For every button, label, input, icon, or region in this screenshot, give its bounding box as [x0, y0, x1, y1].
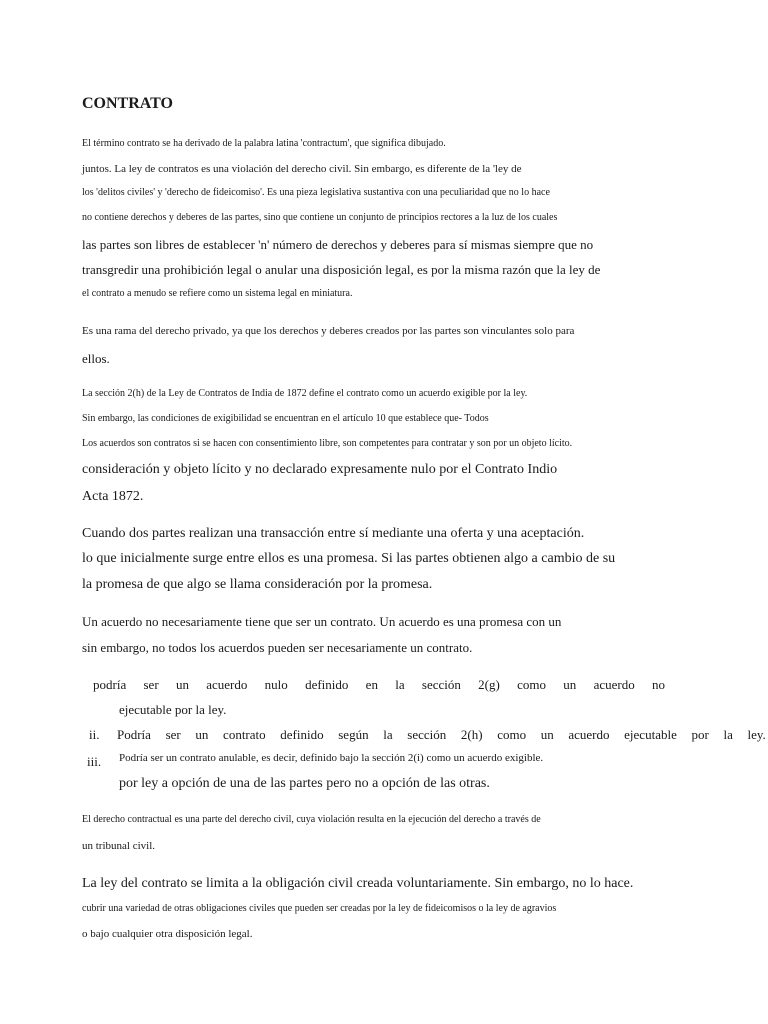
paragraph-6-line-1: El derecho contractual es una parte del derecho civil, cuya violación resulta en la ejecución del derecho a través de: [82, 814, 541, 825]
list-item-1-word: acuerdo: [206, 677, 248, 692]
list-item-2-word: la: [383, 727, 393, 742]
list-item-1-word: sección: [421, 677, 461, 692]
paragraph-3-line-1: La sección 2(h) de la Ley de Contratos de India de 1872 define el contrato como un acuerdo exigible por la ley.: [82, 388, 528, 399]
paragraph-4-line-1: Cuando dos partes realizan una transacción entre sí mediante una oferta y una aceptación.: [82, 526, 585, 541]
list-item-2-word: según: [338, 727, 369, 742]
paragraph-1-line-3: los 'delitos civiles' y 'derecho de fideicomiso'. Es una pieza legislativa sustantiva con una peculiaridad que no lo hace: [82, 187, 550, 198]
list-item-2-word: como: [497, 727, 527, 742]
list-item-1-word: ser: [143, 677, 159, 692]
paragraph-1-line-4: no contiene derechos y deberes de las partes, sino que contiene un conjunto de principios rectores a la luz de los cuales: [82, 212, 558, 223]
list-item-1: [93, 678, 665, 691]
list-item-2: [117, 728, 766, 741]
paragraph-1-line-2: juntos. La ley de contratos es una violación del derecho civil. Sin embargo, es diferente de la 'ley de: [82, 163, 522, 175]
list-item-2-word: definido: [280, 727, 324, 742]
list-item-1-word: un: [563, 677, 577, 692]
list-item-2-word: contrato: [223, 727, 266, 742]
paragraph-4-line-3: la promesa de que algo se llama consideración por la promesa.: [82, 577, 433, 592]
paragraph-2-line-2: ellos.: [82, 351, 110, 366]
list-item-1-word: como: [517, 677, 547, 692]
paragraph-3-line-3: Los acuerdos son contratos si se hacen con consentimiento libre, son competentes para contratar y son por un objeto lícito.: [82, 438, 573, 449]
list-item-3-continuation: por ley a opción de una de las partes pero no a opción de las otras.: [119, 776, 490, 791]
list-item-2-word: por: [691, 727, 709, 742]
paragraph-7-line-2: cubrir una variedad de otras obligaciones civiles que pueden ser creadas por la ley de fideicomisos o la ley de agravios: [82, 903, 557, 914]
list-item-1-word: un: [175, 677, 189, 692]
list-item-2-word: ser: [165, 727, 181, 742]
list-item-2-word: ley.: [747, 727, 766, 742]
list-item-2-word: un: [540, 727, 554, 742]
paragraph-7-line-3: o bajo cualquier otra disposición legal.: [82, 928, 253, 940]
paragraph-3-line-5: Acta 1872.: [82, 489, 144, 504]
list-item-1-word: 2(g): [478, 677, 500, 692]
list-item-1-word: en: [365, 677, 378, 692]
list-item-2-word: sección: [407, 727, 447, 742]
list-item-2-marker: ii.: [89, 727, 100, 742]
list-item-2-word: ejecutable: [624, 727, 677, 742]
paragraph-1-line-7: el contrato a menudo se refiere como un sistema legal en miniatura.: [82, 288, 353, 299]
paragraph-1-line-1: El término contrato se ha derivado de la palabra latina 'contractum', que significa dibujado.: [82, 138, 446, 149]
paragraph-7-line-1: La ley del contrato se limita a la obligación civil creada voluntariamente. Sin embargo, no lo hace.: [82, 876, 634, 891]
paragraph-5-line-1: Un acuerdo no necesariamente tiene que ser un contrato. Un acuerdo es una promesa con un: [82, 614, 562, 629]
paragraph-1-line-6: transgredir una prohibición legal o anular una disposición legal, es por la misma razón que la ley de: [82, 262, 601, 277]
list-item-1-word: nulo: [264, 677, 288, 692]
list-item-3: Podría ser un contrato anulable, es decir, definido bajo la sección 2(i) como un acuerdo exigible.: [119, 752, 544, 764]
list-item-2-word: Podría: [117, 727, 151, 742]
paragraph-3-line-4: consideración y objeto lícito y no declarado expresamente nulo por el Contrato Indio: [82, 462, 558, 477]
list-item-1-word: acuerdo: [593, 677, 635, 692]
list-item-2-word: 2(h): [460, 727, 483, 742]
list-item-2-word: la: [723, 727, 733, 742]
list-item-1-word: la: [395, 677, 405, 692]
paragraph-4-line-2: lo que inicialmente surge entre ellos es una promesa. Si las partes obtienen algo a cambio de su: [82, 551, 616, 566]
paragraph-3-line-2: Sin embargo, las condiciones de exigibilidad se encuentran en el artículo 10 que establece que- Todos: [82, 413, 489, 424]
list-item-1-continuation: ejecutable por la ley.: [119, 702, 227, 717]
paragraph-5-line-2: sin embargo, no todos los acuerdos pueden ser necesariamente un contrato.: [82, 640, 473, 655]
paragraph-6-line-2: un tribunal civil.: [82, 840, 156, 852]
list-item-2-word: acuerdo: [568, 727, 610, 742]
list-item-1-word: definido: [305, 677, 349, 692]
paragraph-1-line-5: las partes son libres de establecer 'n' número de derechos y deberes para sí mismas siempre que no: [82, 237, 594, 252]
list-item-3-marker: iii.: [87, 754, 102, 769]
list-item-1-word: no: [652, 677, 665, 692]
list-item-1-word: podría: [93, 677, 127, 692]
list-item-2-word: un: [195, 727, 209, 742]
paragraph-2-line-1: Es una rama del derecho privado, ya que los derechos y deberes creados por las partes son vinculantes solo para: [82, 325, 575, 337]
document-title: CONTRATO: [82, 95, 173, 112]
